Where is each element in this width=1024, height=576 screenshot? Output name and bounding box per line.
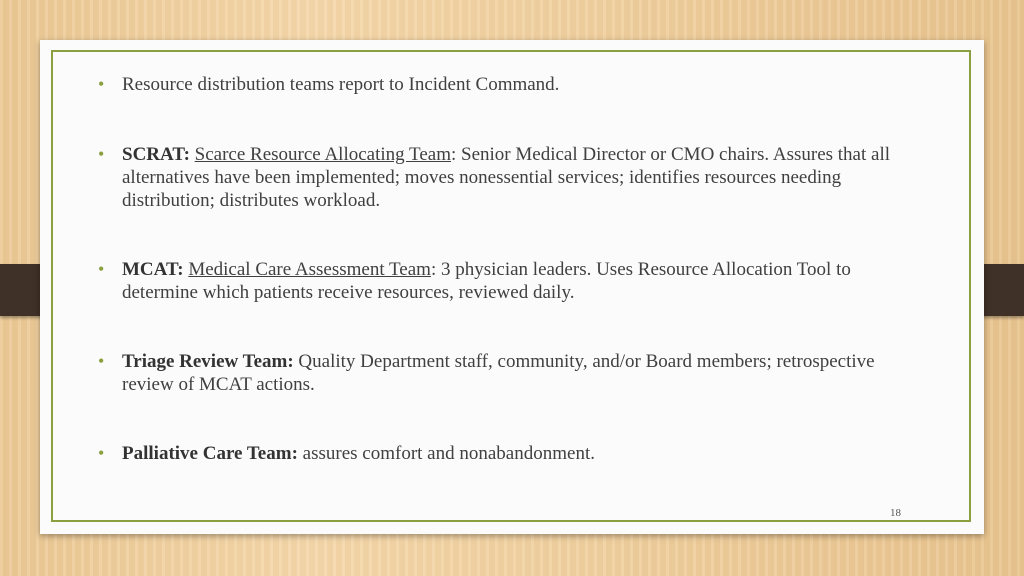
page-number: 18 [890, 507, 901, 519]
slide-card [40, 40, 984, 534]
bullet-icon: • [98, 259, 105, 279]
bullet-item [98, 258, 912, 304]
bullet-label: Triage Review Team: [122, 351, 294, 372]
bullet-item [98, 442, 912, 465]
bullet-icon: • [98, 443, 105, 463]
bullet-term: Scarce Resource Allocating Team [194, 144, 451, 165]
bullet-label: Palliative Care Team: [122, 443, 298, 464]
bullet-label: MCAT: [122, 259, 184, 280]
bullet-item [98, 350, 912, 396]
bullet-text: : Senior Medical Director or CMO chairs. Assures that all alternatives have been implemented; moves nonessential services; identifies resources needing distribution; distributes workload. [122, 144, 890, 211]
bullet-text: : 3 physician leaders. Uses Resource Allocation Tool to determine which patients receive resources, reviewed daily. [122, 259, 851, 303]
bullet-icon: • [98, 351, 105, 371]
bullet-item [98, 73, 912, 96]
bullet-label: SCRAT: [122, 144, 190, 165]
bullet-text: assures comfort and nonabandonment. [302, 443, 595, 464]
bullet-term: Medical Care Assessment Team [188, 259, 431, 280]
bullet-icon: • [98, 144, 105, 164]
bullet-text: Resource distribution teams report to Incident Command. [122, 74, 560, 95]
bullet-item [98, 143, 912, 212]
bullet-icon: • [98, 74, 105, 94]
bullet-text: Quality Department staff, community, and/or Board members; retrospective review of MCAT actions. [122, 351, 875, 395]
